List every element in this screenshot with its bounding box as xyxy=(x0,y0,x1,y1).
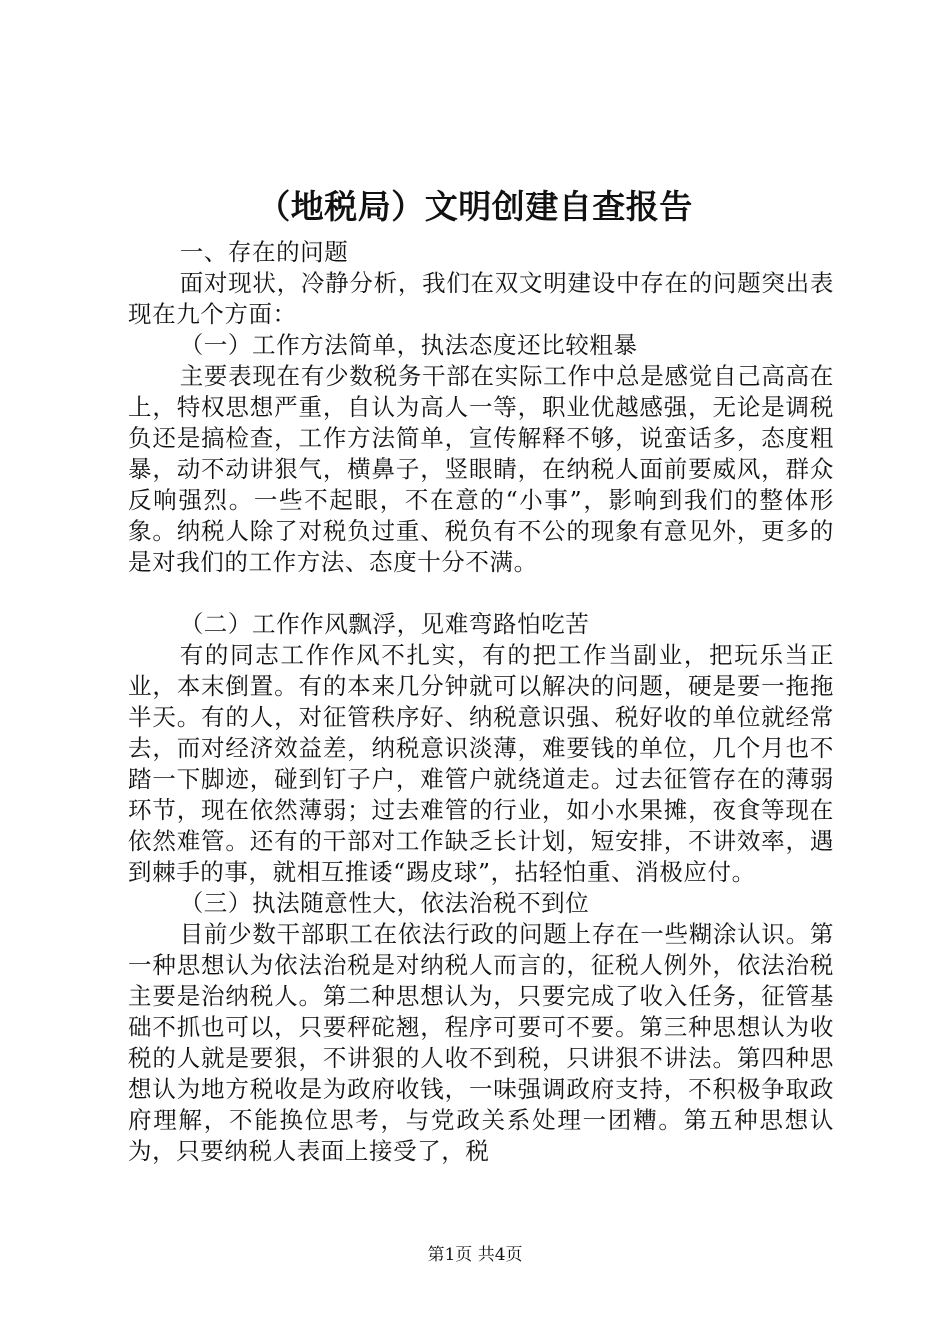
subsection-heading-1: （一）工作方法简单，执法态度还比较粗暴 xyxy=(179,331,638,359)
paragraph-1: 主要表现在有少数税务干部在实际工作中总是感觉自己高高在上，特权思想严重，自认为高人一等，职业优越感强，无论是调税负还是搞检查，工作方法简单，宣传解释不够，说蛮话多，态度粗暴，动不动讲狠气，横鼻子，竖眼睛，在纳税人面前要威风，群众反响强烈。一些不起眼，不在意的“小事”，影响到我们的整体形象。纳税人除了对税负过重、税负有不公的现象有意见外，更多的是对我们的工作方法、态度十分不满。 xyxy=(128,362,834,576)
subsection-heading-3: （三）执法随意性大，依法治税不到位 xyxy=(179,889,590,917)
document-body xyxy=(128,237,834,1167)
page-footer: 第1页 共4页 xyxy=(427,1245,523,1265)
document-title: （地税局）文明创建自查报告 xyxy=(257,187,693,226)
subsection-heading-2: （二）工作作风飘浮，见难弯路怕吃苦 xyxy=(179,610,590,638)
paragraph-3: 目前少数干部职工在依法行政的问题上存在一些糊涂认识。第一种思想认为依法治税是对纳税人而言的，征税人例外，依法治税主要是治纳税人。第二种思想认为，只要完成了收入任务，征管基础不抓也可以，只要秤砣翘，程序可要可不要。第三种思想认为收税的人就是要狠，不讲狠的人收不到税，只讲狠不讲法。第四种思想认为地方税收是为政府收钱，一味强调政府支持，不积极争取政府理解，不能换位思考，与党政关系处理一团糟。第五种思想认为，只要纳税人表面上接受了，税 xyxy=(128,920,834,1165)
paragraph-2: 有的同志工作作风不扎实，有的把工作当副业，把玩乐当正业，本末倒置。有的本来几分钟就可以解决的问题，硬是要一拖拖半天。有的人，对征管秩序好、纳税意识强、税好收的单位就经常去，而对经济效益差，纳税意识淡薄，难要钱的单位，几个月也不踏一下脚迹，碰到钉子户，难管户就绕道走。过去征管存在的薄弱环节，现在依然薄弱；过去难管的行业，如小水果摊，夜食等现在依然难管。还有的干部对工作缺乏长计划，短安排，不讲效率，遇到棘手的事，就相互推诿“踢皮球”，拈轻怕重、消极应付。 xyxy=(128,641,834,886)
intro-paragraph: 面对现状，冷静分析，我们在双文明建设中存在的问题突出表现在九个方面： xyxy=(128,269,834,328)
section-heading-problems: 一、存在的问题 xyxy=(179,238,349,266)
